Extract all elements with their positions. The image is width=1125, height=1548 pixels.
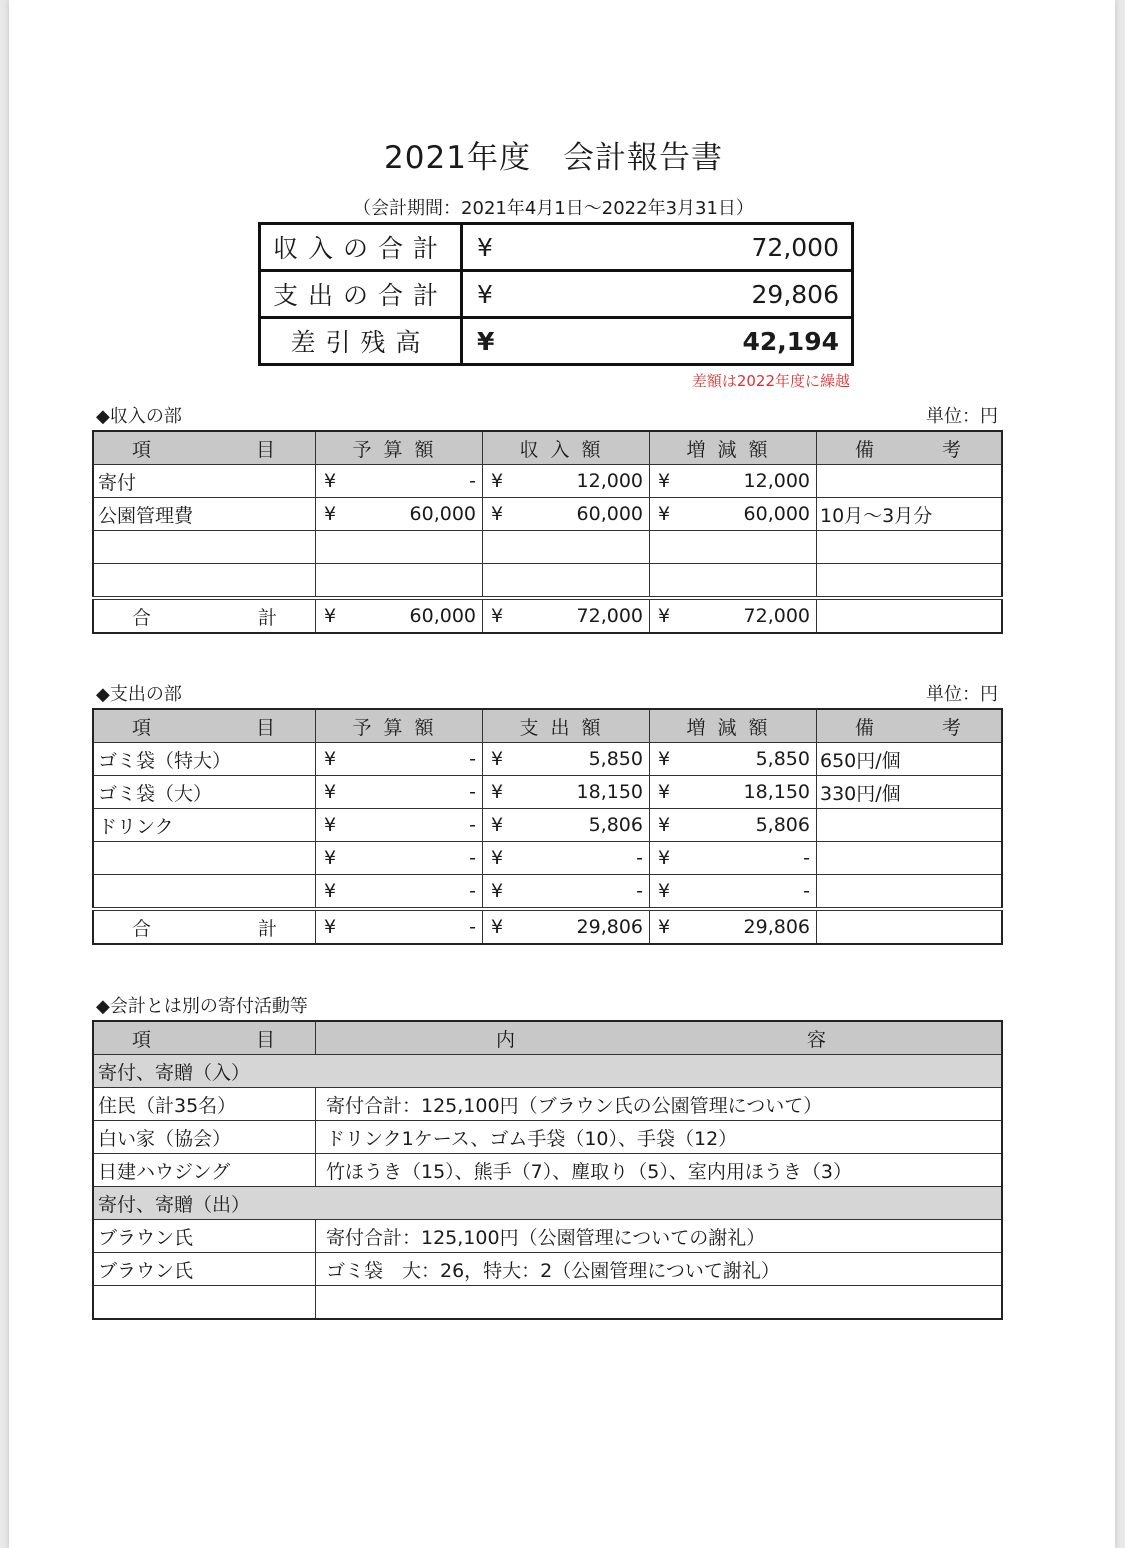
summary-row-balance: [260, 318, 853, 365]
total-row: [93, 909, 1002, 944]
header-budget: 予算額: [316, 709, 483, 743]
row-budget: ¥ -: [316, 842, 483, 875]
total-budget: ¥ 60,000: [316, 598, 483, 633]
row-remark: [817, 842, 1003, 875]
summary-value: 72,000: [507, 224, 853, 271]
accounting-period: （会計期間：2021年4月1日〜2022年3月31日）: [353, 198, 754, 219]
row-actual: ¥ 5,806: [483, 809, 650, 842]
table-header-row: [93, 709, 1002, 743]
row-diff: ¥ 18,150: [650, 776, 817, 809]
row-budget: ¥ -: [316, 809, 483, 842]
header-actual: 支出額: [483, 709, 650, 743]
total-row: [93, 598, 1002, 633]
table-row: [93, 1121, 1002, 1154]
row-diff: ¥ 5,806: [650, 809, 817, 842]
header-remark: 備 考: [817, 431, 1003, 465]
row-item: 住民（計35名）: [93, 1088, 316, 1121]
row-remark: [817, 875, 1003, 910]
row-remark: 330円/個: [817, 776, 1003, 809]
row-diff: ¥ -: [650, 842, 817, 875]
row-actual: ¥ -: [483, 875, 650, 910]
row-item: 白い家（協会）: [93, 1121, 316, 1154]
row-item: [93, 842, 316, 875]
row-item: [93, 1286, 316, 1320]
table-row: [93, 1253, 1002, 1286]
header-diff: 増減額: [650, 709, 817, 743]
expense-table: [92, 708, 1003, 945]
total-remark: [817, 598, 1003, 633]
row-item: 公園管理費: [93, 498, 316, 531]
header-actual: 収入額: [483, 431, 650, 465]
row-item: ゴミ袋（大）: [93, 776, 316, 809]
expense-heading: ◆支出の部: [96, 684, 182, 705]
income-table: [92, 430, 1003, 634]
row-item: [93, 875, 316, 910]
table-row: [93, 1154, 1002, 1187]
row-content: ドリンク1ケース、ゴム手袋（10）、手袋（12）: [316, 1121, 1003, 1154]
row-remark: 10月〜3月分: [817, 498, 1003, 531]
total-label: 合 計: [93, 909, 316, 944]
row-diff: ¥ -: [650, 875, 817, 910]
row-remark: 650円/個: [817, 743, 1003, 776]
table-row: [93, 1286, 1002, 1320]
table-row: [93, 743, 1002, 776]
row-actual: ¥ 60,000: [483, 498, 650, 531]
header-content: 内 容: [316, 1021, 1003, 1055]
row-diff: ¥ 5,850: [650, 743, 817, 776]
row-budget: ¥ -: [316, 776, 483, 809]
header-remark: 備 考: [817, 709, 1003, 743]
total-diff: ¥ 72,000: [650, 598, 817, 633]
subsection-row-out: [93, 1187, 1002, 1220]
table-row-empty: [93, 531, 1002, 564]
summary-row-expense: [260, 271, 853, 318]
row-item: 寄付: [93, 465, 316, 498]
row-item: ゴミ袋（特大）: [93, 743, 316, 776]
subsection-label: 寄付、寄贈（入）: [93, 1055, 1002, 1088]
total-actual: ¥ 29,806: [483, 909, 650, 944]
row-item: ドリンク: [93, 809, 316, 842]
donations-table: [92, 1020, 1003, 1320]
total-remark: [817, 909, 1003, 944]
row-item: ブラウン氏: [93, 1220, 316, 1253]
yen-sign: ¥: [462, 271, 508, 318]
row-content: [316, 1286, 1003, 1320]
row-remark: [817, 465, 1003, 498]
row-budget: ¥ 60,000: [316, 498, 483, 531]
yen-sign: ¥: [462, 224, 508, 271]
row-content: 寄付合計：125,100円（ブラウン氏の公園管理について）: [316, 1088, 1003, 1121]
row-diff: ¥ 12,000: [650, 465, 817, 498]
header-diff: 増減額: [650, 431, 817, 465]
table-row: [93, 809, 1002, 842]
total-actual: ¥ 72,000: [483, 598, 650, 633]
total-budget: ¥ -: [316, 909, 483, 944]
row-item: 日建ハウジング: [93, 1154, 316, 1187]
donations-heading: ◆会計とは別の寄付活動等: [96, 996, 308, 1017]
header-item: 項 目: [93, 709, 316, 743]
row-actual: ¥ 5,850: [483, 743, 650, 776]
total-label: 合 計: [93, 598, 316, 633]
table-row: [93, 1088, 1002, 1121]
row-budget: ¥ -: [316, 465, 483, 498]
income-heading: ◆収入の部: [96, 406, 182, 427]
table-row: [93, 465, 1002, 498]
summary-label: 収入の合計: [260, 224, 462, 271]
row-content: 竹ほうき（15）、熊手（7）、塵取り（5）、室内用ほうき（3）: [316, 1154, 1003, 1187]
row-actual: ¥ 18,150: [483, 776, 650, 809]
summary-table: [258, 222, 854, 366]
total-diff: ¥ 29,806: [650, 909, 817, 944]
subsection-row-in: [93, 1055, 1002, 1088]
summary-value: 42,194: [507, 318, 853, 365]
expense-unit: 単位：円: [926, 684, 998, 705]
table-row: [93, 776, 1002, 809]
carryover-note: 差額は2022年度に繰越: [691, 372, 850, 390]
row-content: ゴミ袋 大：26，特大：2（公園管理について謝礼）: [316, 1253, 1003, 1286]
row-budget: ¥ -: [316, 875, 483, 910]
summary-row-income: [260, 224, 853, 271]
table-row: [93, 498, 1002, 531]
row-actual: ¥ -: [483, 842, 650, 875]
row-content: 寄付合計：125,100円（公園管理についての謝礼）: [316, 1220, 1003, 1253]
subsection-label: 寄付、寄贈（出）: [93, 1187, 1002, 1220]
summary-value: 29,806: [507, 271, 853, 318]
row-budget: ¥ -: [316, 743, 483, 776]
table-row: [93, 875, 1002, 910]
header-budget: 予算額: [316, 431, 483, 465]
header-item: 項 目: [93, 431, 316, 465]
table-row: [93, 842, 1002, 875]
row-diff: ¥ 60,000: [650, 498, 817, 531]
header-item: 項 目: [93, 1021, 316, 1055]
table-row: [93, 1220, 1002, 1253]
summary-label: 支出の合計: [260, 271, 462, 318]
row-remark: [817, 809, 1003, 842]
income-unit: 単位：円: [926, 406, 998, 427]
table-header-row: [93, 1021, 1002, 1055]
summary-label: 差引残高: [260, 318, 462, 365]
table-row-empty: [93, 564, 1002, 599]
row-item: ブラウン氏: [93, 1253, 316, 1286]
yen-sign: ¥: [462, 318, 508, 365]
row-actual: ¥ 12,000: [483, 465, 650, 498]
table-header-row: [93, 431, 1002, 465]
report-title: 2021年度 会計報告書: [384, 140, 723, 176]
